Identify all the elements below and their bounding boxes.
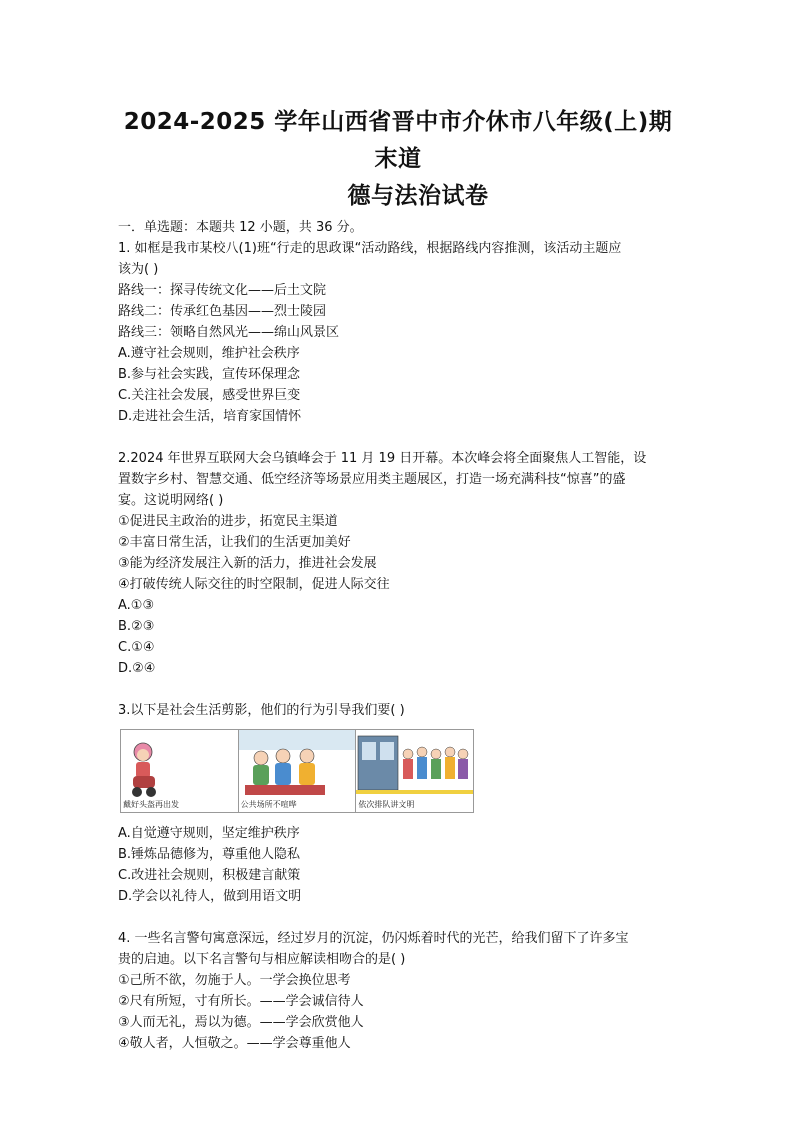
q1-option-d: D.走进社会生活，培育家国情怀 [118,409,302,424]
q2-option-d: D.②④ [118,661,156,676]
q1-option-b: B.参与社会实践，宣传环保理念 [118,367,301,382]
q4-statement-2: ②尺有所短，寸有所长。——学会诚信待人 [118,994,364,1009]
question-4 [118,928,678,1054]
q4-stem-line-2: 贵的启迪。以下名言警句与相应解读相吻合的是( ) [118,952,406,967]
question-2 [118,448,678,679]
q2-stem-line-1: 2.2024 年世界互联网大会乌镇峰会于 11 月 19 日开幕。本次峰会将全面聚焦人工智能，设 [118,451,647,466]
q3-option-b: B.锤炼品德修为，尊重他人隐私 [118,847,301,862]
q2-option-c: C.①④ [118,640,155,655]
q3-stem: 3.以下是社会生活剪影，他们的行为引导我们要( ) [118,703,405,718]
q4-statement-4: ④敬人者，人恒敬之。——学会尊重他人 [118,1036,351,1051]
q2-stem-line-3: 宴。这说明网络( ) [118,493,224,508]
q4-statement-3: ③人而无礼，焉以为德。——学会欣赏他人 [118,1015,364,1030]
q1-stem-line-2: 该为( ) [118,262,159,277]
q1-option-a: A.遵守社会规则，维护社会秩序 [118,346,300,361]
q4-stem-line-1: 4. 一些名言警句寓意深远，经过岁月的沉淀，仍闪烁着时代的光芒，给我们留下了许多宝 [118,931,629,946]
title-line-2: 德与法治试卷 [347,183,489,209]
q2-statement-4: ④打破传统人际交往的时空限制，促进人际交往 [118,577,390,592]
q1-option-c: C.关注社会发展，感受世界巨变 [118,388,301,403]
question-3 [118,700,678,907]
q3-illustration-strip [120,729,474,813]
q1-route-1: 路线一：探寻传统文化——后土文院 [118,283,327,298]
title-line-1: 2024-2025 学年山西省晋中市介休市八年级(上)期末道 [123,109,673,172]
q2-statement-1: ①促进民主政治的进步，拓宽民主渠道 [118,514,338,529]
quiet-public-illustration [239,730,357,812]
q3-option-a: A.自觉遵守规则，坚定维护秩序 [118,826,300,841]
q3-option-d: D.学会以礼待人，做到用语文明 [118,889,302,904]
q2-option-a: A.①③ [118,598,155,613]
page-title [118,104,678,215]
q3-option-c: C.改进社会规则，积极建言献策 [118,868,301,883]
question-1 [118,238,678,427]
q2-stem-line-2: 置数字乡村、智慧交通、低空经济等场景应用类主题展区，打造一场充满科技“惊喜”的盛 [118,472,626,487]
exam-page [118,104,678,1054]
queue-illustration [356,730,473,812]
q2-statement-3: ③能为经济发展注入新的活力，推进社会发展 [118,556,377,571]
caption-helmet: 戴好头盔再出发 [123,800,179,809]
q1-route-2: 路线二：传承红色基因——烈士陵园 [118,304,327,319]
caption-quiet: 公共场所不喧哗 [240,800,297,809]
caption-queue: 依次排队讲文明 [358,800,415,809]
q4-statement-1: ①己所不欲，勿施于人。一学会换位思考 [118,973,351,988]
section-header: 一．单选题：本题共 12 小题，共 36 分。 [118,220,363,235]
q2-statement-2: ②丰富日常生活，让我们的生活更加美好 [118,535,351,550]
q2-option-b: B.②③ [118,619,155,634]
helmet-illustration [121,730,239,812]
q1-route-3: 路线三：领略自然风光——绵山风景区 [118,325,340,340]
q1-stem-line-1: 1. 如框是我市某校八(1)班“行走的思政课“活动路线，根据路线内容推测，该活动主题应 [118,241,622,256]
